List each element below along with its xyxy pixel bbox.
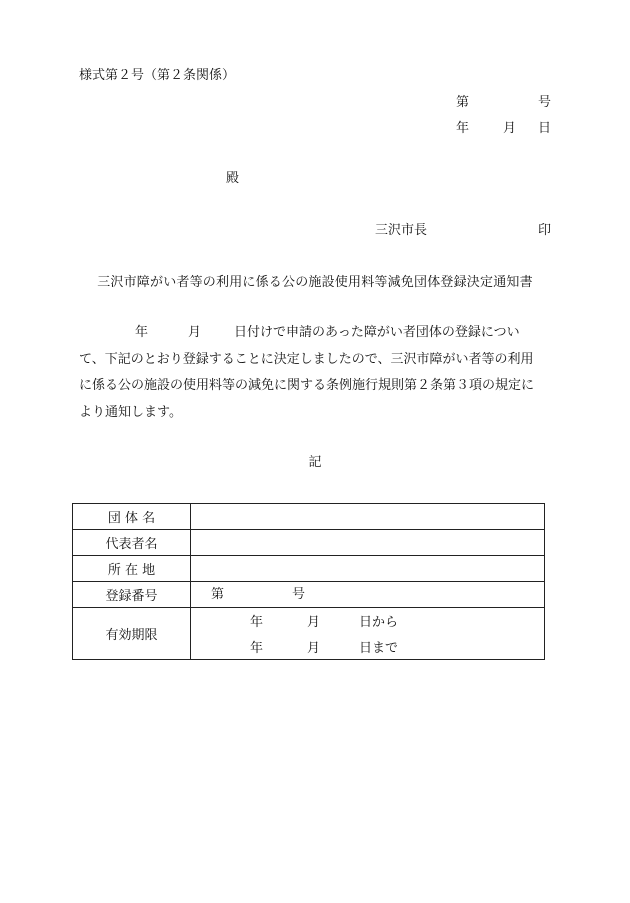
document-number	[456, 96, 551, 110]
seal-mark: 印	[537, 223, 551, 238]
date-day: 日	[537, 121, 551, 136]
period-to-month: 月	[307, 641, 321, 656]
number-prefix: 第	[456, 95, 470, 110]
table-row	[73, 504, 545, 530]
address-value	[191, 556, 545, 582]
period-from-month: 月	[307, 615, 321, 630]
table-row	[73, 530, 545, 556]
period-value	[191, 608, 545, 660]
date-month: 月	[503, 121, 517, 136]
period-label: 有効期限	[73, 608, 191, 660]
body-line-1	[79, 320, 551, 347]
form-label: 様式第２号（第２条関係）	[79, 68, 236, 83]
table-row	[73, 556, 545, 582]
sender	[375, 224, 551, 238]
number-suffix: 号	[537, 95, 551, 110]
body-paragraph	[79, 320, 551, 426]
reg-number-value	[191, 582, 545, 608]
table-row	[73, 608, 545, 660]
group-name-label: 団 体 名	[73, 504, 191, 530]
document-title: 三沢市障がい者等の利用に係る公の施設使用料等減免団体登録決定通知書	[97, 275, 533, 290]
address-label: 所 在 地	[73, 556, 191, 582]
date-year: 年	[456, 121, 470, 136]
period-to-day: 日まで	[359, 641, 399, 656]
issue-date	[456, 122, 551, 136]
reg-number-prefix: 第	[211, 587, 225, 602]
body-month: 月	[188, 325, 202, 340]
period-from-year: 年	[250, 615, 264, 630]
representative-label: 代表者名	[73, 530, 191, 556]
group-name-value	[191, 504, 545, 530]
body-line-4: より通知します。	[79, 404, 182, 420]
registration-table	[72, 503, 545, 660]
period-from-day: 日から	[359, 615, 399, 630]
body-line-2: て、下記のとおり登録することに決定しましたので、三沢市障がい者等の利用	[79, 351, 534, 367]
reg-number-suffix: 号	[292, 587, 306, 602]
period-to-year: 年	[250, 641, 264, 656]
representative-value	[191, 530, 545, 556]
body-line-3: に係る公の施設の使用料等の減免に関する条例施行規則第２条第３項の規定に	[79, 378, 535, 393]
sender-title: 三沢市長	[375, 223, 428, 238]
body-year: 年	[135, 325, 149, 340]
table-row	[73, 582, 545, 608]
body-rest: 日付けで申請のあった障がい者団体の登録につい	[234, 325, 520, 340]
ki-heading: 記	[308, 455, 322, 470]
addressee-honorific: 殿	[226, 171, 240, 186]
reg-number-label: 登録番号	[73, 582, 191, 608]
